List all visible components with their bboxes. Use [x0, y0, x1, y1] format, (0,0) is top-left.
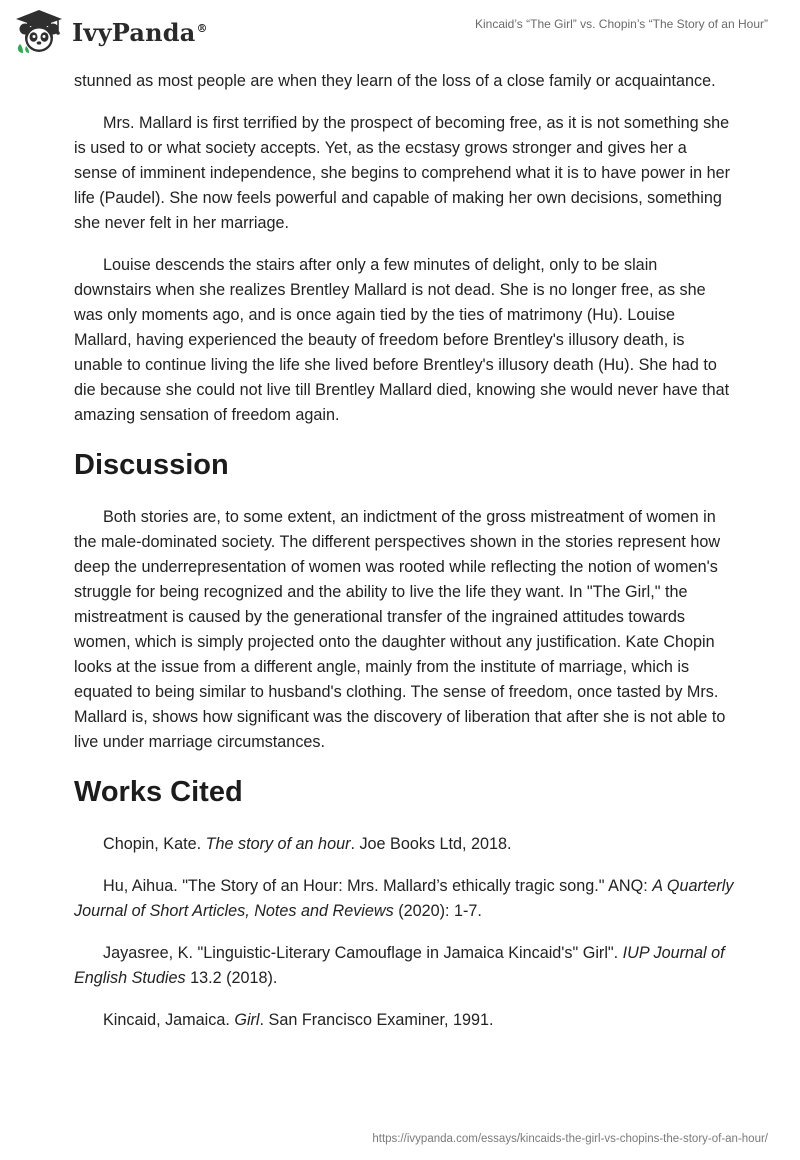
panda-graduate-icon: [14, 8, 64, 54]
citation-entry: Hu, Aihua. "The Story of an Hour: Mrs. Mallard’s ethically tragic song." ANQ: A Quarterly Journal of Short Articles, Notes and Reviews (2020): 1-7.: [74, 877, 734, 920]
source-url[interactable]: https://ivypanda.com/essays/kincaids-the-girl-vs-chopins-the-story-of-an-hour/: [372, 1133, 768, 1145]
ivypanda-logo[interactable]: [14, 8, 208, 54]
citation-title: The story of an hour: [205, 835, 351, 853]
section-heading-discussion: Discussion: [74, 449, 229, 481]
paragraph: Both stories are, to some extent, an indictment of the gross mistreatment of women in the male-dominated society. The different perspectives shown in the stories represent how deep the underrepresentation of women was rooted while reflecting the notion of women's struggle for being recognized and the ability to live the life they want. In "The Girl," the mistreatment is caused by the generational transfer of the ingrained attitudes towards women, which is simply projected onto the daughter without any justification. Kate Chopin looks at the issue from a different angle, mainly from the institute of marriage, which is equated to being similar to husband's clothing. The sense of freedom, once tasted by Mrs. Mallard is, shows how significant was the discovery of liberation that after she is not able to live under marriage circumstances.: [74, 508, 726, 751]
paragraph-continuation: stunned as most people are when they learn of the loss of a close family or acquaintance.: [74, 72, 716, 90]
page-header: [0, 0, 800, 62]
citation-title: IUP Journal of English Studies: [74, 944, 725, 987]
citation-title: A Quarterly Journal of Short Articles, Notes and Reviews: [74, 877, 734, 920]
section-heading-works-cited: Works Cited: [74, 776, 243, 808]
citation-entry: Kincaid, Jamaica. Girl. San Francisco Examiner, 1991.: [103, 1011, 494, 1029]
essay-body: [74, 69, 734, 1050]
paragraph: Mrs. Mallard is first terrified by the prospect of becoming free, as it is not something she is used to or what society accepts. Yet, as the ecstasy grows stronger and gives her a sense of imminent independence, she begins to comprehend what it is to have power in her life (Paudel). She now feels powerful and capable of making her own decisions, something she never felt in her marriage.: [74, 114, 730, 232]
paragraph: Louise descends the stairs after only a few minutes of delight, only to be slain downstairs when she realizes Brentley Mallard is not dead. She is no longer free, as she was only moments ago, and is once again tied by the ties of matrimony (Hu). Louise Mallard, having experienced the beauty of freedom before Brentley's illusory death, is unable to continue living the life she lived before Brentley's illusory death (Hu). She had to die because she could not live till Brentley Mallard died, knowing she would never have that amazing sensation of freedom again.: [74, 256, 730, 424]
document-title: Kincaid’s “The Girl” vs. Chopin’s “The Story of an Hour”: [475, 17, 768, 31]
logo-wordmark: IvyPanda®: [72, 17, 208, 47]
citation-entry: Chopin, Kate. The story of an hour. Joe Books Ltd, 2018.: [103, 835, 512, 853]
citation-entry: Jayasree, K. "Linguistic-Literary Camouflage in Jamaica Kincaid's" Girl". IUP Journal of English Studies 13.2 (2018).: [74, 944, 725, 987]
citation-title: Girl: [234, 1011, 260, 1029]
